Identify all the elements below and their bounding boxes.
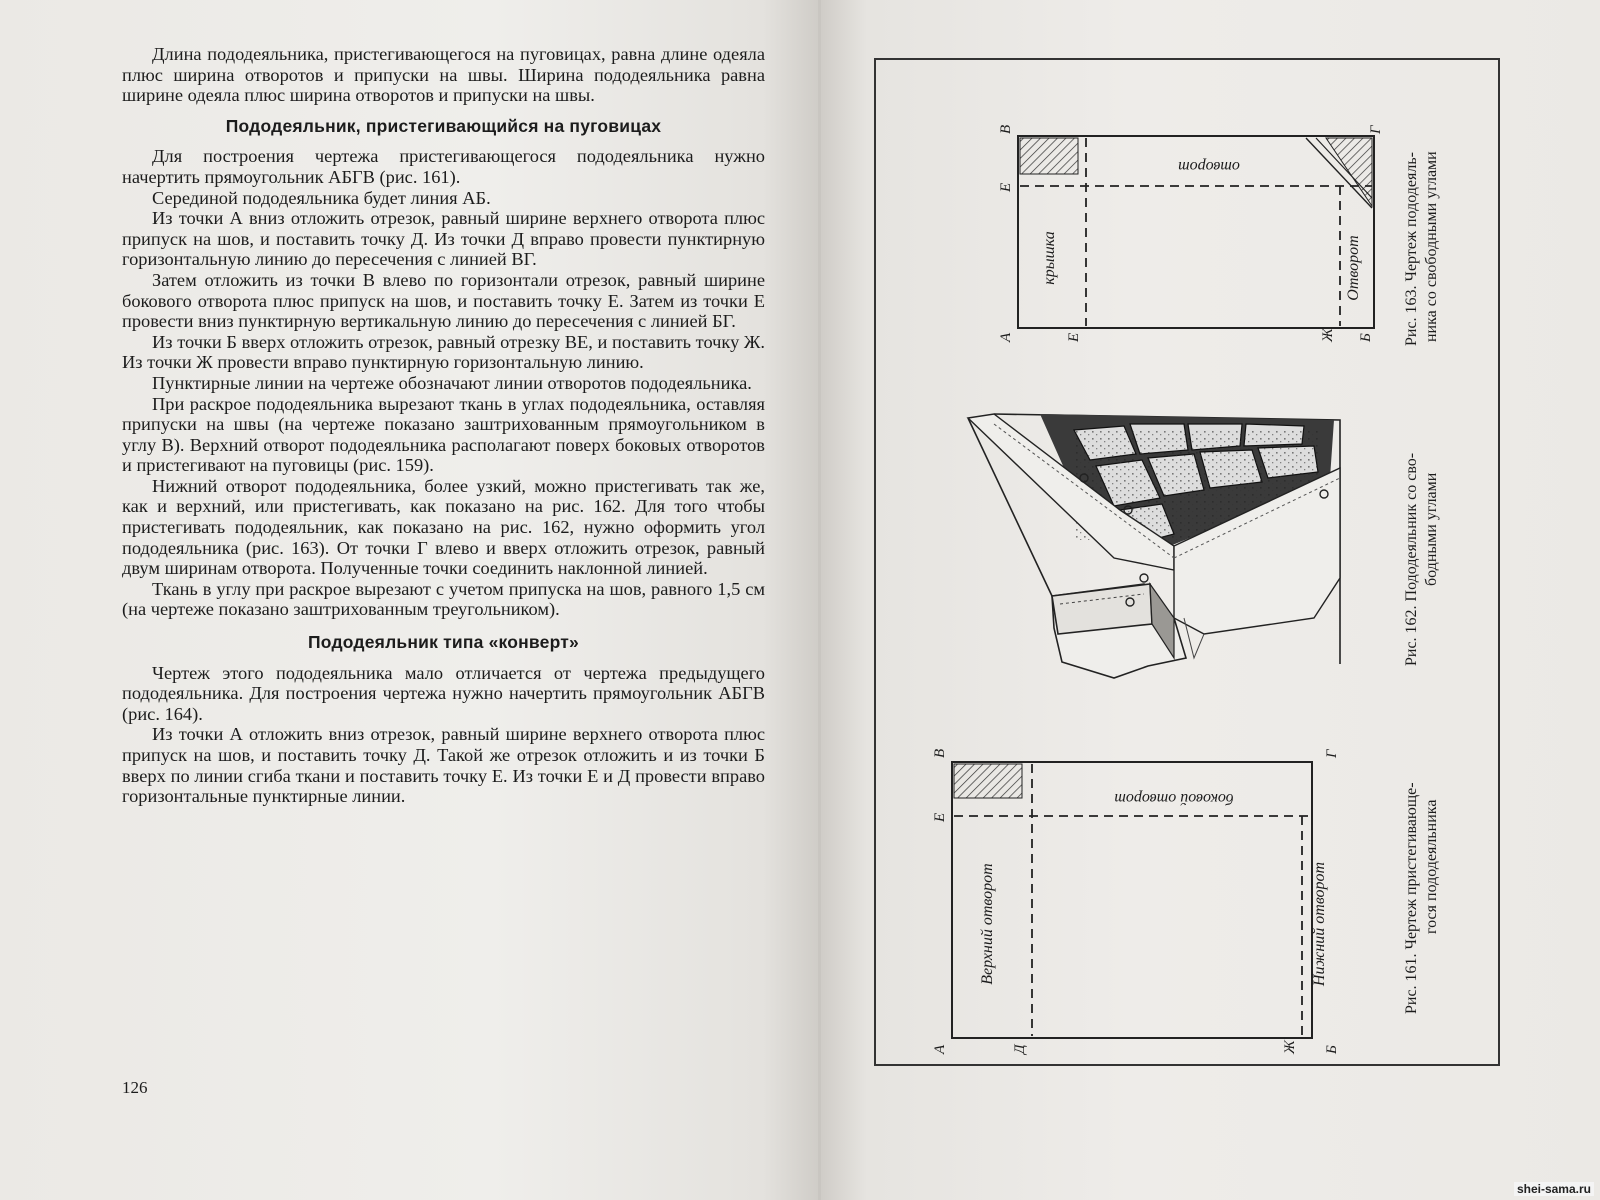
paragraph: Чертеж этого пододеяльника мало отличается от чертежа предыдущего пододеяльника. Для построения чертежа нужно начертить прямоугольник АБГВ (рис. 164). bbox=[122, 662, 765, 724]
point-A: А bbox=[998, 332, 1014, 342]
caption-fig-162: Рис. 162. Пододеяльник со сво- бодными углами bbox=[1403, 452, 1440, 666]
paragraph: Серединой пододеяльника будет линия АБ. bbox=[152, 187, 491, 208]
point-G: Г bbox=[1368, 125, 1384, 134]
paragraph: Для построения чертежа пристегивающегося пододеяльника нужно начертить прямоугольник АБГВ (рис. 161). bbox=[122, 146, 765, 187]
label-kryshka: крышка bbox=[1041, 231, 1058, 285]
point-E: Е bbox=[1066, 332, 1082, 342]
paragraph: Из точки А вниз отложить отрезок, равный ширине верхнего отворота плюс припуск на шов, и поставить точку Д. Из точки Д вправо провести пунктирную горизонтальную линию до пересечения с линией ВГ. bbox=[122, 208, 765, 270]
paragraph: Из точки Б вверх отложить отрезок, равный отрезку ВЕ, и поставить точку Ж. Из точки Ж провести вправо пунктирную горизонтальную линию. bbox=[122, 331, 765, 373]
figure-162-illustration bbox=[968, 414, 1340, 678]
label-bokovoi: боковой отворот bbox=[1114, 790, 1234, 807]
caption-fig-163: Рис. 163. Чертеж пододеяль- ника со свободными углами bbox=[1403, 151, 1440, 346]
page-number: 126 bbox=[122, 1078, 148, 1097]
paragraph: Ткань в углу при раскрое вырезают с учетом припуска на шов, равного 1,5 см (на чертеже показано заштрихованным треугольником). bbox=[122, 578, 765, 620]
point-E-top: Е bbox=[998, 182, 1014, 192]
site-watermark: shei-sama.ru bbox=[1514, 1182, 1594, 1196]
figure-161-drawing bbox=[932, 748, 1340, 1056]
label-nizhnii: Нижний отворот bbox=[1311, 861, 1328, 987]
left-text-column bbox=[122, 44, 765, 807]
paragraph: Нижний отворот пододеяльника, более узкий, можно пристегивать так же, как и верхний, или пристегивать, как показано на рис. 162. Для того чтобы пристегивать пододеяльник, как показано на рис. 162, нужно оформить угол пододеяльника (рис. 163). От точки Г влево и вверх отложить отрезок, равный двум ширинам отворота. Полученные точки соединить наклонной линией. bbox=[122, 475, 765, 579]
point-B: Б bbox=[1358, 333, 1374, 342]
point-V: В bbox=[998, 124, 1014, 134]
paragraph: Пунктирные линии на чертеже обозначают линии отворотов пододеяльника. bbox=[152, 372, 752, 393]
point-Zh: Ж bbox=[1282, 1040, 1298, 1054]
point-A: А bbox=[932, 1044, 948, 1054]
point-G: Г bbox=[1324, 749, 1340, 758]
label-otvorot-top: отворот bbox=[1178, 158, 1240, 175]
label-verkhnii: Верхний отворот bbox=[979, 863, 996, 985]
label-otvorot-side: Отворот bbox=[1345, 235, 1362, 301]
point-D: Д bbox=[1012, 1044, 1028, 1054]
paragraph: При раскрое пододеяльника вырезают ткань в углах пододеяльника, оставляя припуски на швы (на чертеже показано заштрихованным прямоугольником в углу В). Верхний отворот пододеяльника располагают поверх боковых отворотов и пристегивают на пуговицы (рис. 159). bbox=[122, 393, 765, 476]
point-B: Б bbox=[1324, 1045, 1340, 1054]
paragraph: Из точки А отложить вниз отрезок, равный ширине верхнего отворота плюс припуск на шов, и поставить точку Д. Такой же отрезок отложить и из точки Б вверх по линии сгиба ткани и поставить точку Е. Из точки Е и Д провести вправо горизонтальные пунктирные линии. bbox=[122, 724, 765, 807]
point-V: В bbox=[932, 748, 948, 758]
figure-163-drawing bbox=[998, 124, 1384, 343]
book-gutter bbox=[818, 0, 821, 1200]
point-E: Е bbox=[932, 812, 948, 822]
point-Zh: Ж bbox=[1320, 328, 1336, 342]
section-title-buttons: Пододеяльник, пристегивающийся на пуговицах bbox=[225, 115, 662, 136]
intro-paragraph: Длина пододеяльника, пристегивающегося на пуговицах, равна длине одеяла плюс ширина отворотов и припуски на швы. Ширина пододеяльника равна ширине одеяла плюс ширина отворотов и припуски на швы. bbox=[122, 44, 765, 106]
caption-fig-161: Рис. 161. Чертеж пристегивающе- гося пододеяльника bbox=[1403, 782, 1440, 1014]
paragraph: Затем отложить из точки В влево по горизонтали отрезок, равный ширине бокового отворота плюс припуск на шов, и поставить точку Е. Затем из точки Е провести вниз пунктирную вертикальную линию до пересечения с линией БГ. bbox=[122, 269, 765, 332]
section-title-envelope: Пододеяльник типа «конверт» bbox=[308, 632, 579, 653]
